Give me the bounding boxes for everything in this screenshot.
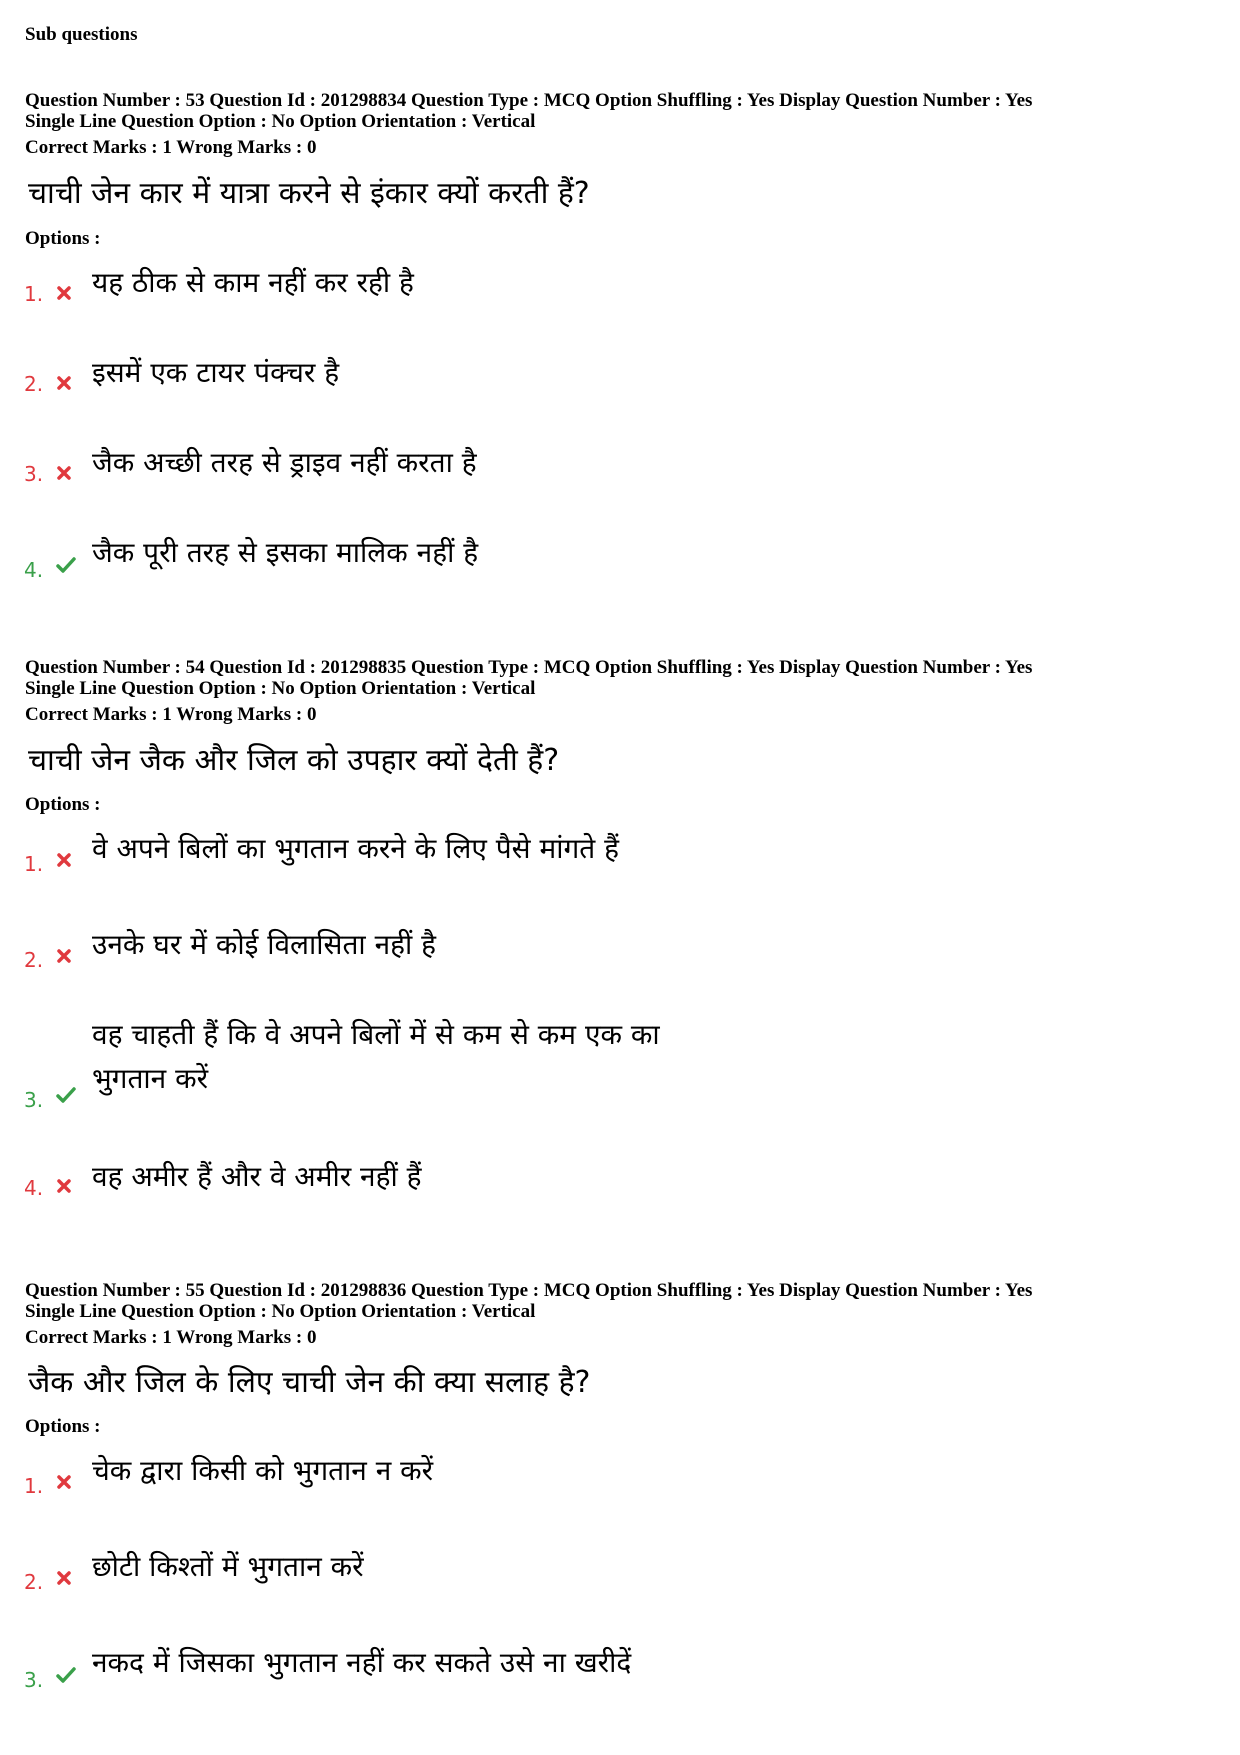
option-number: 2. <box>24 1570 44 1594</box>
check-icon <box>56 556 76 574</box>
option-text: इसमें एक टायर पंक्चर है <box>92 356 340 389</box>
cross-icon <box>56 852 72 868</box>
question-text: चाची जेन जैक और जिल को उपहार क्यों देती हैं? <box>28 743 560 778</box>
option-number: 1. <box>24 1474 44 1498</box>
option-text: जैक अच्छी तरह से ड्राइव नहीं करता है <box>92 446 477 479</box>
question-text: चाची जेन कार में यात्रा करने से इंकार क्यों करती हैं? <box>28 176 590 211</box>
question-marks: Correct Marks : 1 Wrong Marks : 0 <box>25 704 317 725</box>
option-text-continuation: भुगतान करें <box>92 1062 209 1095</box>
check-icon <box>56 1666 76 1684</box>
question-meta-line: Single Line Question Option : No Option Orientation : Vertical <box>25 1301 536 1322</box>
cross-icon <box>56 465 72 481</box>
option-number: 3. <box>24 1088 44 1112</box>
cross-icon <box>56 948 72 964</box>
cross-icon <box>56 1474 72 1490</box>
cross-icon <box>56 285 72 301</box>
option-number: 1. <box>24 282 44 306</box>
question-marks: Correct Marks : 1 Wrong Marks : 0 <box>25 137 317 158</box>
question-meta <box>25 90 1032 158</box>
options-label: Options : <box>25 794 101 815</box>
option-number: 3. <box>24 1668 44 1692</box>
section-title: Sub questions <box>25 24 138 45</box>
option-text: यह ठीक से काम नहीं कर रही है <box>92 266 414 299</box>
question-meta-line: Single Line Question Option : No Option Orientation : Vertical <box>25 111 536 132</box>
option-text: नकद में जिसका भुगतान नहीं कर सकते उसे ना खरीदें <box>92 1646 632 1679</box>
option-text: वह चाहती हैं कि वे अपने बिलों में से कम से कम एक का <box>92 1018 660 1051</box>
option-number: 1. <box>24 852 44 876</box>
question-meta-line: Single Line Question Option : No Option Orientation : Vertical <box>25 678 536 699</box>
options-label: Options : <box>25 1416 101 1437</box>
check-icon <box>56 1086 76 1104</box>
question-meta-line: Question Number : 54 Question Id : 201298835 Question Type : MCQ Option Shuffling : Yes Display Question Number : Yes <box>25 657 1033 678</box>
question-meta <box>25 657 1032 725</box>
question-meta-line: Question Number : 53 Question Id : 201298834 Question Type : MCQ Option Shuffling : Yes Display Question Number : Yes <box>25 90 1033 111</box>
cross-icon <box>56 375 72 391</box>
option-number: 4. <box>24 558 44 582</box>
question-meta <box>25 1280 1032 1348</box>
cross-icon <box>56 1570 72 1586</box>
option-text: जैक पूरी तरह से इसका मालिक नहीं है <box>92 536 479 569</box>
question-text: जैक और जिल के लिए चाची जेन की क्या सलाह है? <box>28 1365 591 1400</box>
option-number: 2. <box>24 372 44 396</box>
option-text: वह अमीर हैं और वे अमीर नहीं हैं <box>92 1160 422 1193</box>
option-number: 4. <box>24 1176 44 1200</box>
option-text: वे अपने बिलों का भुगतान करने के लिए पैसे मांगते हैं <box>92 832 619 865</box>
question-meta-line: Question Number : 55 Question Id : 201298836 Question Type : MCQ Option Shuffling : Yes Display Question Number : Yes <box>25 1280 1033 1301</box>
question-marks: Correct Marks : 1 Wrong Marks : 0 <box>25 1327 317 1348</box>
option-text: छोटी किश्तों में भुगतान करें <box>92 1550 364 1583</box>
cross-icon <box>56 1178 72 1194</box>
option-number: 2. <box>24 948 44 972</box>
options-label: Options : <box>25 228 101 249</box>
option-text: चेक द्वारा किसी को भुगतान न करें <box>92 1454 434 1487</box>
option-number: 3. <box>24 462 44 486</box>
option-text: उनके घर में कोई विलासिता नहीं है <box>92 928 437 961</box>
